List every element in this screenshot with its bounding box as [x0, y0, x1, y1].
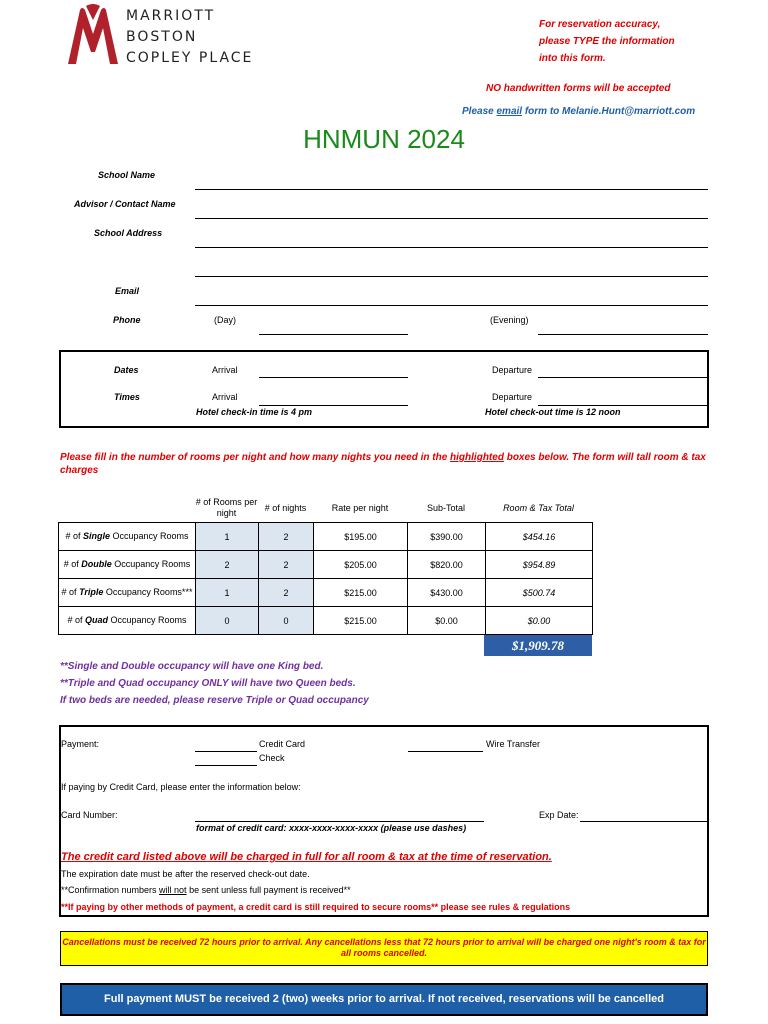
logo-line-2: BOSTON: [126, 29, 198, 45]
credit-card-option[interactable]: Credit Card: [259, 739, 306, 749]
day-phone-field[interactable]: [259, 334, 408, 335]
times-label: Times: [114, 392, 140, 402]
quad-rate: $215.00: [314, 607, 408, 635]
single-rate: $195.00: [314, 523, 408, 551]
triple-rooms-input[interactable]: 1: [196, 579, 259, 607]
quad-nights-input[interactable]: 0: [259, 607, 314, 635]
email-word: email: [496, 106, 523, 117]
wire-transfer-option[interactable]: Wire Transfer: [486, 739, 541, 749]
triple-rate: $215.00: [314, 579, 408, 607]
expiration-note: The expiration date must be after the reserved check-out date.: [61, 869, 310, 879]
school-address-field-2[interactable]: [195, 276, 708, 277]
advisor-label: Advisor / Contact Name: [74, 199, 176, 209]
departure-date-label: Departure: [492, 365, 533, 375]
header-subtotal: Sub-Total: [426, 503, 466, 513]
evening-phone-field[interactable]: [538, 334, 708, 335]
double-subtotal: $820.00: [408, 551, 486, 579]
table-row: [59, 523, 593, 551]
no-handwritten-notice: NO handwritten forms will be accepted: [486, 83, 671, 94]
double-total: $954.89: [486, 551, 593, 579]
instructions-part-1: Please fill in the number of rooms per night and how many nights you need in the: [60, 452, 451, 463]
single-total: $454.16: [486, 523, 593, 551]
triple-total: $500.74: [486, 579, 593, 607]
quad-subtotal: $0.00: [408, 607, 486, 635]
credit-card-instruction: If paying by Credit Card, please enter the information below:: [61, 782, 301, 792]
exp-date-label: Exp Date:: [539, 810, 579, 820]
row-label-single: # of Single Occupancy Rooms: [59, 523, 196, 551]
wire-transfer-checkbox-line[interactable]: [408, 751, 483, 752]
row-label-quad: # of Quad Occupancy Rooms: [59, 607, 196, 635]
other-methods-note: **If paying by other methods of payment, a credit card is still required to secure rooms** please see rules & regulations: [61, 902, 571, 912]
checkout-note: Hotel check-out time is 12 noon: [485, 407, 621, 417]
check-checkbox-line[interactable]: [195, 765, 257, 766]
confirmation-note: **Confirmation numbers will not be sent unless full payment is received**: [61, 885, 351, 895]
accuracy-notice: [539, 16, 719, 67]
triple-nights-input[interactable]: 2: [259, 579, 314, 607]
departure-time-label: Departure: [492, 392, 533, 402]
logo-line-1: MARRIOTT: [126, 8, 216, 24]
email-label: Email: [115, 286, 140, 296]
charge-notice: The credit card listed above will be charged in full for all room & tax at the time of reservation.: [61, 851, 552, 863]
arrival-time-field[interactable]: [259, 405, 408, 406]
bed-notes: [60, 658, 369, 709]
school-name-field[interactable]: [195, 189, 708, 190]
school-address-label: School Address: [94, 228, 163, 238]
exp-date-field[interactable]: [580, 821, 708, 822]
row-label-double: # of Double Occupancy Rooms: [59, 551, 196, 579]
marriott-logo-icon: [66, 4, 120, 66]
evening-phone-label: (Evening): [490, 315, 529, 325]
card-number-label: Card Number:: [61, 810, 118, 820]
email-instruction: [462, 106, 695, 117]
double-rate: $205.00: [314, 551, 408, 579]
single-subtotal: $390.00: [408, 523, 486, 551]
header-nights: # of nights: [264, 503, 307, 513]
notice-line-1: For reservation accuracy,: [539, 19, 661, 30]
double-rooms-input[interactable]: 2: [196, 551, 259, 579]
school-address-field-1[interactable]: [195, 247, 708, 248]
email-prefix: Please: [462, 106, 497, 117]
triple-subtotal: $430.00: [408, 579, 486, 607]
arrival-date-field[interactable]: [259, 377, 408, 378]
arrival-date-label: Arrival: [212, 365, 238, 375]
header-rate: Rate per night: [331, 503, 389, 513]
quad-total: $0.00: [486, 607, 593, 635]
double-nights-input[interactable]: 2: [259, 551, 314, 579]
departure-date-field[interactable]: [538, 377, 708, 378]
bed-note-1: **Single and Double occupancy will have one King bed.: [60, 661, 324, 672]
table-row: [59, 579, 593, 607]
check-option[interactable]: Check: [259, 753, 285, 763]
notice-line-3: into this form.: [539, 53, 606, 64]
header-rooms-per-night: # of Rooms per night: [195, 497, 258, 518]
rooms-table: [58, 522, 593, 635]
fill-instructions: [60, 451, 710, 477]
checkin-note: Hotel check-in time is 4 pm: [196, 407, 313, 417]
credit-card-checkbox-line[interactable]: [195, 751, 257, 752]
logo-wordmark: [126, 6, 253, 69]
logo-line-3: COPLEY PLACE: [126, 50, 254, 66]
bed-note-2: **Triple and Quad occupancy ONLY will have two Queen beds.: [60, 678, 356, 689]
day-phone-label: (Day): [214, 315, 236, 325]
cancellation-banner: Cancellations must be received 72 hours prior to arrival. Any cancellations less that 72 hours prior to arrival will be charged one night's room & tax for all rooms cancelled.: [60, 931, 708, 966]
email-suffix: form to Melanie.Hunt@marriott.com: [522, 106, 696, 117]
arrival-time-label: Arrival: [212, 392, 238, 402]
bed-note-3: If two beds are needed, please reserve Triple or Quad occupancy: [60, 695, 369, 706]
table-row: [59, 551, 593, 579]
card-format-note: format of credit card: xxxx-xxxx-xxxx-xxxx (please use dashes): [196, 823, 467, 833]
table-row: [59, 607, 593, 635]
page-title: HNMUN 2024: [303, 124, 465, 154]
single-nights-input[interactable]: 2: [259, 523, 314, 551]
school-name-label: School Name: [98, 170, 156, 180]
advisor-field[interactable]: [195, 218, 708, 219]
instructions-highlighted: highlighted: [450, 452, 504, 463]
header-total: Room & Tax Total: [503, 503, 574, 513]
payment-label: Payment:: [61, 739, 100, 749]
phone-label: Phone: [113, 315, 141, 325]
notice-line-2: please TYPE the information: [539, 36, 675, 47]
single-rooms-input[interactable]: 1: [196, 523, 259, 551]
email-field[interactable]: [195, 305, 708, 306]
row-label-triple: # of Triple Occupancy Rooms***: [59, 579, 196, 607]
dates-label: Dates: [114, 365, 139, 375]
instructions-part-2: boxes below. The form will tall room & tax charges: [60, 452, 706, 476]
quad-rooms-input[interactable]: 0: [196, 607, 259, 635]
grand-total: $1,909.78: [484, 635, 592, 656]
card-number-field[interactable]: [195, 821, 484, 822]
departure-time-field[interactable]: [538, 405, 708, 406]
full-payment-banner: Full payment MUST be received 2 (two) weeks prior to arrival. If not received, reservations will be cancelled: [60, 983, 708, 1016]
